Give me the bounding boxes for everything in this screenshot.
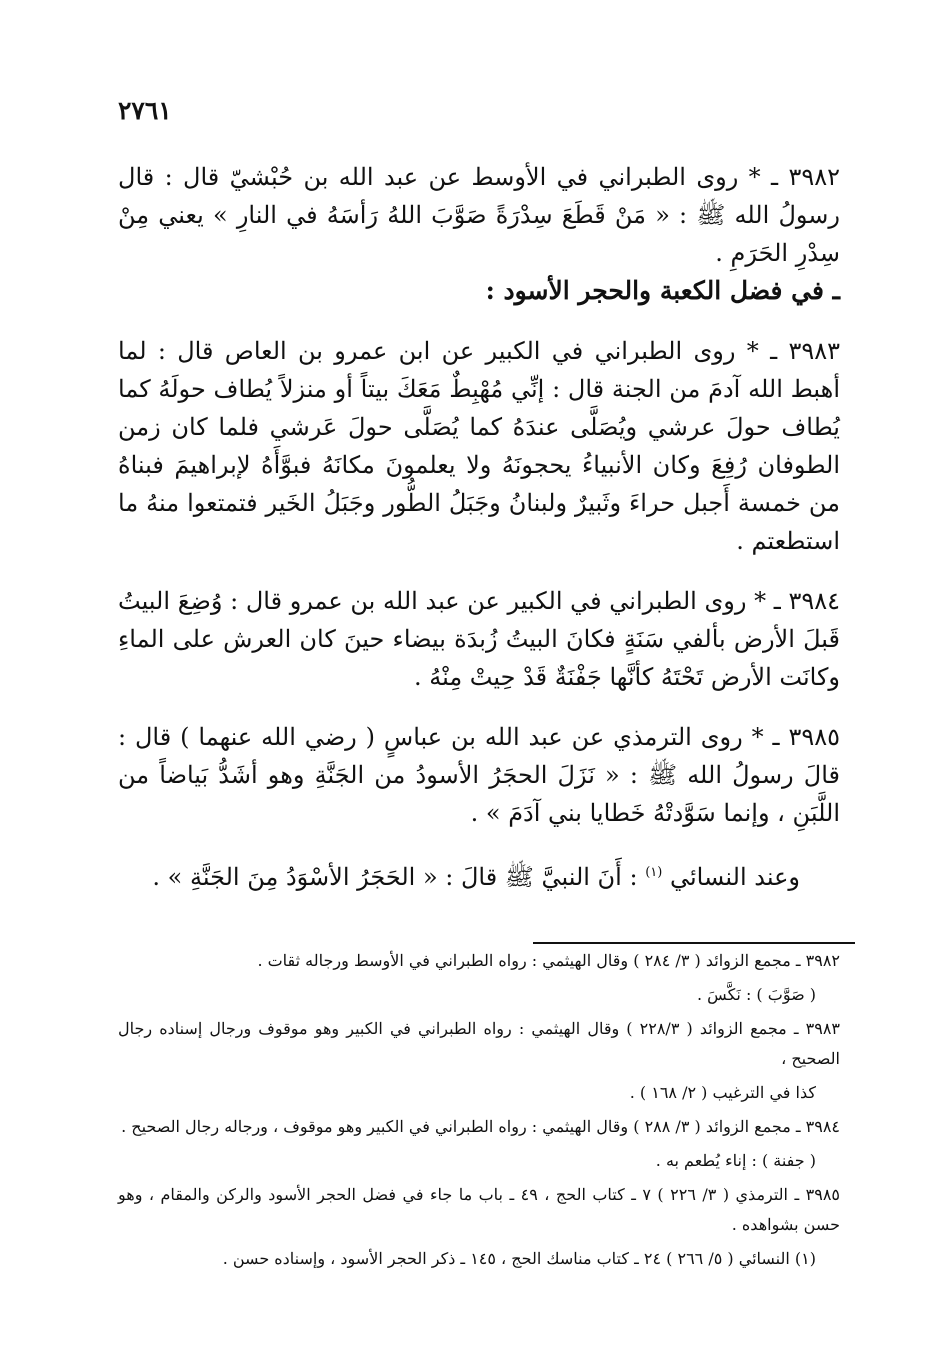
footnote-1: (١) النسائي ( ٥/ ٢٦٦ ) ٢٤ ـ كتاب مناسك الحج ، ١٤٥ ـ ذكر الحجر الأسود ، وإسناده حسن . (222, 1249, 816, 1268)
footnotes (118, 946, 840, 1278)
footnote-3983-cont: كذا في الترغيب ( ٢/ ١٦٨ ) . (629, 1083, 816, 1102)
nasai-post: : أَنَ النبيَّ ﷺ قالَ : « الحَجَرُ الأسْوَدُ مِنَ الجَنَّةِ » . (152, 863, 638, 891)
footnote-3985: ٣٩٨٥ ـ الترمذي ( ٣/ ٢٢٦ ) ٧ ـ كتاب الحج ، ٤٩ ـ باب ما جاء في فضل الحجر الأسود والركن والمقام ، وهو حسن بشواهده . (118, 1185, 840, 1234)
hadith-3983: ٣٩٨٣ ـ * روى الطبراني في الكبير عن ابن عمرو بن العاص قال : لما أهبط الله آدمَ من الجنة قال : إنِّي مُهْبِطٌ مَعَكَ بيتاً أو منزلاً يُطاف حولَهُ كما يُطاف حولَ عرشي ويُصَلَّى عندَهُ كما يُصَلَّى حولَ عَرشي فلما كان زمن الطوفان رُفِعَ وكان الأنبياءُ يحجونَهُ ولا يعلمونَ مكانَهُ فبوَّأَهُ لإبراهيمَ فبناهُ من خمسة أَجبل حراءَ وثَبيرٌ ولبنانُ وجَبَلُ الطُّور وجَبَلُ الخَير فتمتعوا منهُ ما استطعتم . (118, 337, 840, 555)
hadith-3984: ٣٩٨٤ ـ * روى الطبراني في الكبير عن عبد الله بن عمرو قال : وُضِعَ البيتُ قَبلَ الأرض بألفي سَنَةٍ فكانَ البيتُ زُبدَة بيضاء حينَ كان العرش على الماءِ وكانَت الأرض تَحْتَهُ كأنَّها جَفْنَةٌ قَدْ حِيتْ مِنْهُ . (118, 587, 840, 691)
footnote-3983: ٣٩٨٣ ـ مجمع الزوائد ( ٢٢٨/٣ ) وقال الهيثمي : رواه الطبراني في الكبير وهو موقوف ورجال إسناده رجال الصحيح ، (118, 1019, 840, 1068)
footnote-ref: (١) (645, 865, 663, 880)
footnote-3982: ٣٩٨٢ ـ مجمع الزوائد ( ٣/ ٢٨٤ ) وقال الهيثمي : رواه الطبراني في الأوسط ورجاله ثقات . (257, 951, 840, 970)
hadith-3982: ٣٩٨٢ ـ * روى الطبراني في الأوسط عن عبد الله بن حُبْشيّ قال : قال رسولُ الله ﷺ : « مَنْ قَطَعَ سِدْرَةً صَوَّبَ اللهُ رَأسَهُ في النارِ » يعني مِنْ سِدْرِ الحَرَمِ . (118, 163, 840, 267)
main-text (118, 158, 840, 896)
footnote-3984: ٣٩٨٤ ـ مجمع الزوائد ( ٣/ ٢٨٨ ) وقال الهيثمي : رواه الطبراني في الكبير وهو موقوف ، ورجاله رجال الصحيح . (121, 1117, 840, 1136)
section-heading: ـ في فضل الكعبة والحجر الأسود : (485, 276, 840, 305)
footnote-3984-gloss: ( جفنة ) : إناء يُطعم به . (655, 1151, 816, 1170)
footnote-3982-gloss: ( صَوَّبَ ) : نَكَّسَ . (697, 985, 816, 1004)
nasai-line (118, 854, 840, 896)
nasai-pre: وعند النسائي (669, 863, 800, 891)
hadith-3985: ٣٩٨٥ ـ * روى الترمذي عن عبد الله بن عباسٍ ( رضي الله عنهما ) قال : قالَ رسولُ الله ﷺ : « نَزَلَ الحجَرُ الأسودُ من الجَنَّةِ وهو أشَدُّ بَياضاً من اللَّبَنِ ، وإنما سَوَّدتْهُ خَطايا بني آدَمَ » . (118, 723, 840, 827)
footnote-rule (533, 942, 855, 944)
page-number: ٢٧٦١ (118, 96, 172, 125)
